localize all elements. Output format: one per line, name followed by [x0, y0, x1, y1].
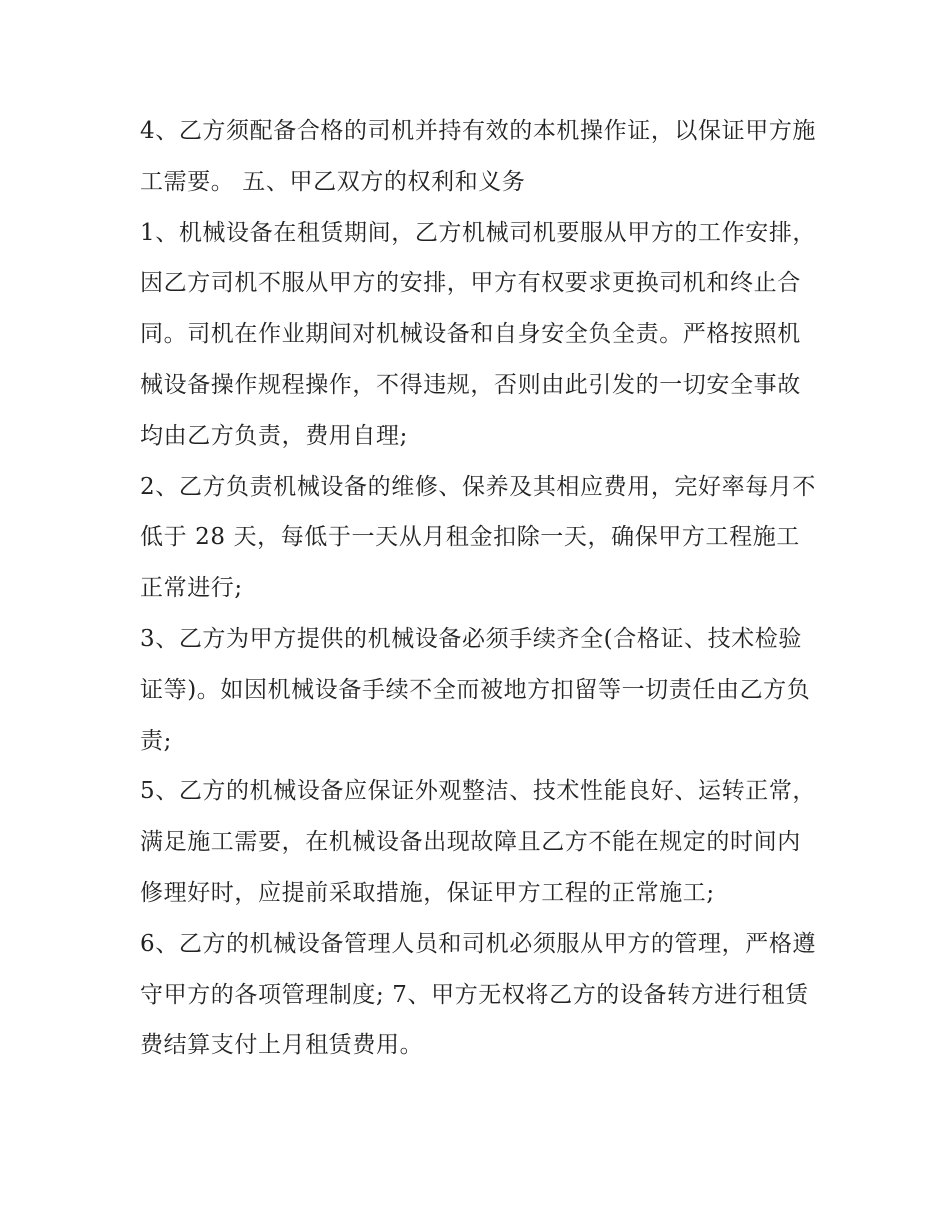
paragraph-item-2-maintenance: 2、乙方负责机械设备的维修、保养及其相应费用，完好率每月不低于 28 天，每低于一天从月租金扣除一天，确保甲方工程施工正常进行;: [140, 473, 817, 602]
paragraph-item-3-documentation: 3、乙方为甲方提供的机械设备必须手续齐全(合格证、技术检验证等)。如因机械设备手续不全而被地方扣留等一切责任由乙方负责;: [140, 625, 811, 754]
paragraph-item-5-equipment-condition: 5、乙方的机械设备应保证外观整洁、技术性能良好、运转正常，满足施工需要，在机械设备出现故障且乙方不能在规定的时间内修理好时，应提前采取措施，保证甲方工程的正常施工;: [140, 778, 817, 906]
paragraph-item-4-operator-certificate: 4、乙方须配备合格的司机并持有效的本机操作证，以保证甲方施工需要。 五、甲乙双方的权利和义务: [140, 118, 817, 195]
paragraph-item-6-7-management-payment: 6、乙方的机械设备管理人员和司机必须服从甲方的管理，严格遵守甲方的各项管理制度; 7、甲方无权将乙方的设备转方进行租赁费结算支付上月租赁费用。: [140, 930, 817, 1059]
document-body: [140, 106, 820, 1071]
paragraph-item-1-operation-safety: 1、机械设备在租赁期间，乙方机械司机要服从甲方的工作安排，因乙方司机不服从甲方的安排，甲方有权要求更换司机和终止合同。司机在作业期间对机械设备和自身安全负全责。严格按照机械设备操作规程操作，不得违规，否则由此引发的一切安全事故均由乙方负责，费用自理;: [140, 219, 817, 449]
